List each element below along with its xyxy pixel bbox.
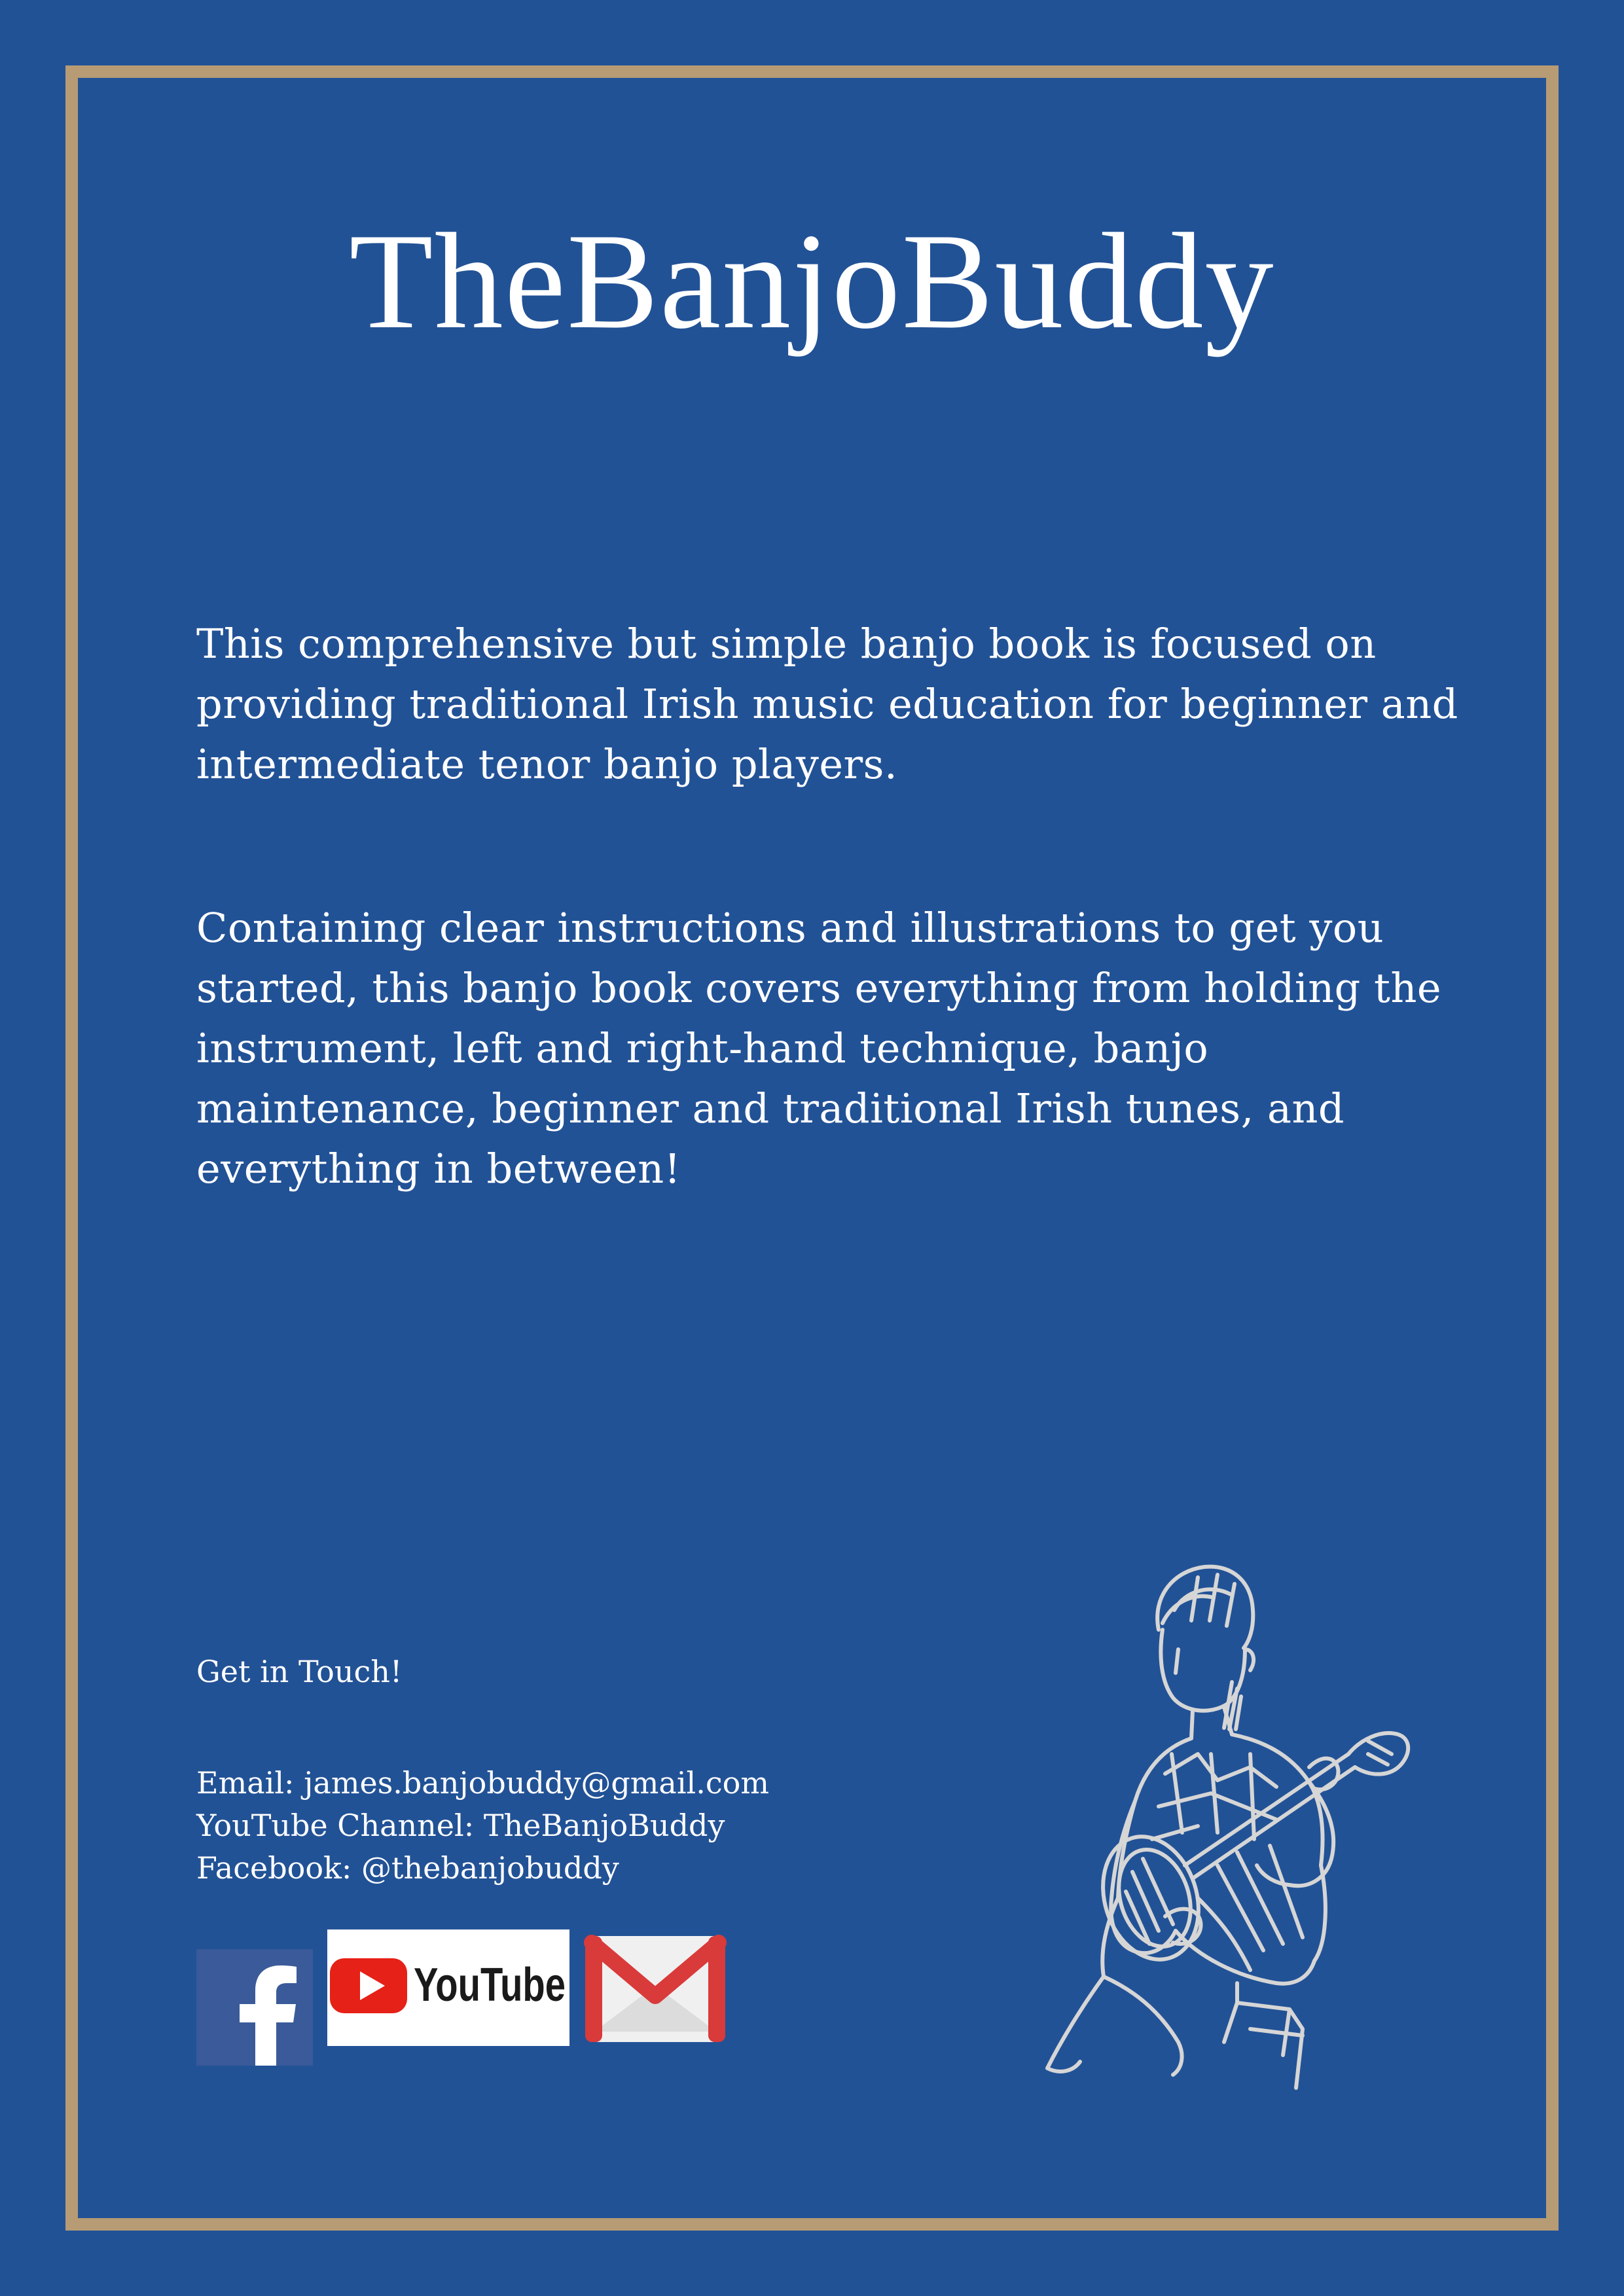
contact-youtube: YouTube Channel: TheBanjoBuddy — [196, 1808, 725, 1843]
page-title: TheBanjoBuddy — [349, 206, 1275, 357]
description-paragraph-1: This comprehensive but simple banjo book is focused on providing traditional Irish music education for beginner and intermediate tenor banjo players. — [196, 620, 1458, 788]
contact-heading: Get in Touch! — [196, 1654, 403, 1689]
contact-facebook: Facebook: @thebanjobuddy — [196, 1850, 619, 1886]
banjo-player-illustration — [1001, 1558, 1420, 2094]
contact-email: Email: james.banjobuddy@gmail.com — [196, 1765, 769, 1801]
gmail-icon — [583, 1933, 728, 2045]
description-paragraph-2: Containing clear instructions and illustrations to get you started, this banjo book covers everything from holding the instrument, left and right-hand technique, banjo maintenance, beginner and traditional Irish tunes, and everything in between! — [196, 904, 1442, 1193]
contact-details — [196, 1762, 769, 1890]
facebook-icon — [196, 1949, 313, 2066]
youtube-wordmark: YouTube — [414, 1959, 566, 2011]
youtube-icon — [327, 1929, 569, 2046]
